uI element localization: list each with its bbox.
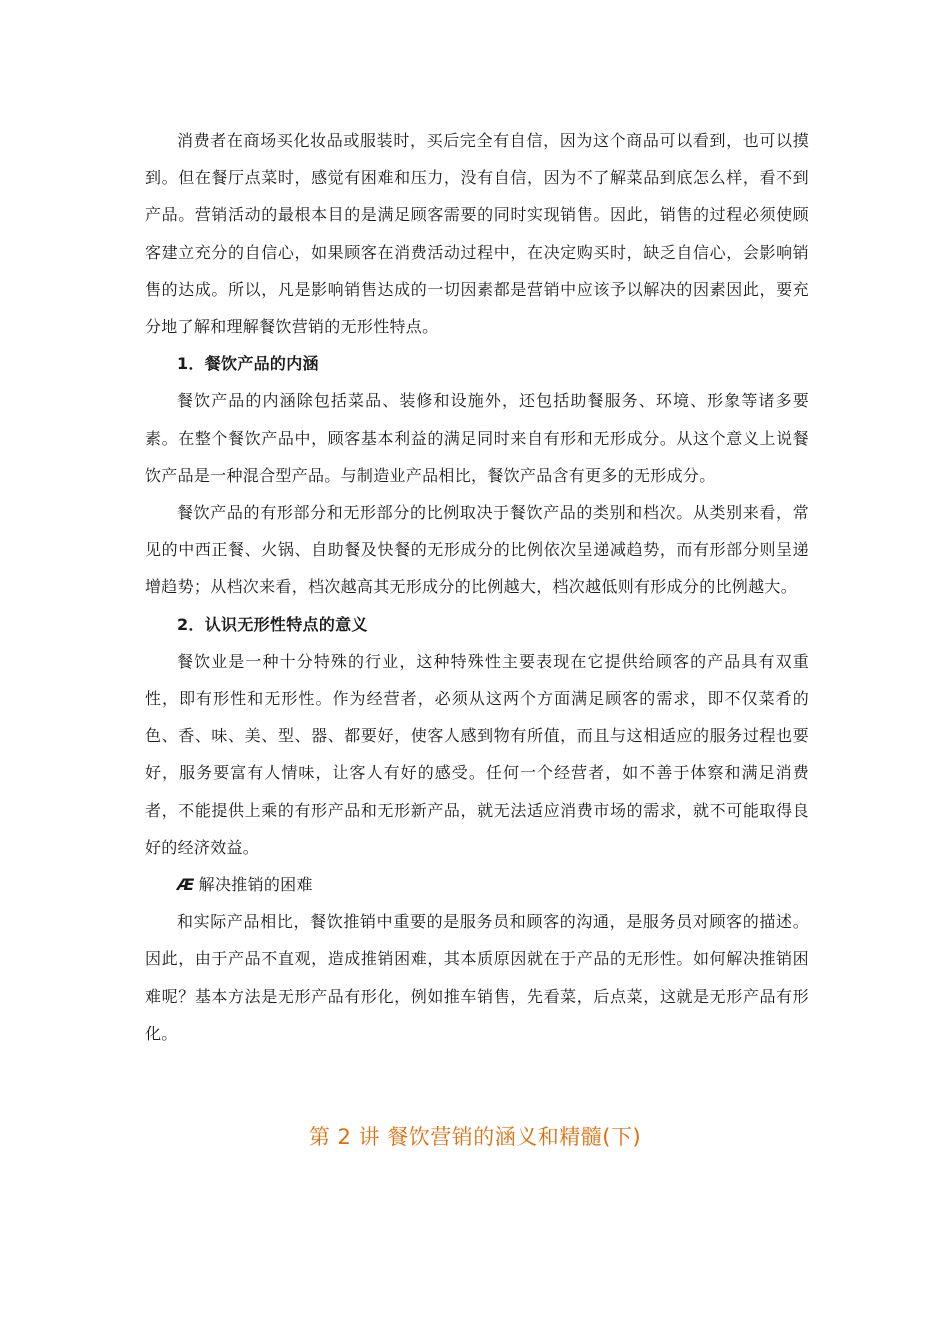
intro-paragraph: 消费者在商场买化妆品或服装时，买后完全有自信，因为这个商品可以看到，也可以摸到。但在餐厅点菜时，感觉有困难和压力，没有自信，因为不了解菜品到底怎么样，看不到产品。营销活动的最根本目的是满足顾客需要的同时实现销售。因此，销售的过程必须使顾客建立充分的自信心，如果顾客在消费活动过程中，在决定购买时，缺乏自信心，会影响销售的达成。所以，凡是影响销售达成的一切因素都是营销中应该予以解决的因素因此，要充分地了解和理解餐饮营销的无形性特点。: [145, 131, 809, 337]
section-2-heading: 2．认识无形性特点的意义: [177, 614, 368, 634]
document-body: [145, 122, 809, 1052]
bullet-marker-icon: Æ: [177, 875, 195, 895]
section-2-paragraph-1: 餐饮业是一种十分特殊的行业，这种特殊性主要表现在它提供给顾客的产品具有双重性，即有形性和无形性。作为经营者，必须从这两个方面满足顾客的需求，即不仅菜肴的色、香、味、美、型、器、都要好，使客人感到物有所值，而且与这相适应的服务过程也要好，服务要富有人情味，让客人有好的感受。任何一个经营者，如不善于体察和满足消费者，不能提供上乘的有形产品和无形新产品，就无法适应消费市场的需求，就不可能取得良好的经济效益。: [145, 651, 809, 857]
section-3-heading: [145, 866, 809, 903]
lecture-title: 第 2 讲 餐饮营销的涵义和精髓(下): [308, 1125, 642, 1149]
section-1-paragraph-1: 餐饮产品的内涵除包括菜品、装修和设施外，还包括助餐服务、环境、形象等诸多要素。在整个餐饮产品中，顾客基本利益的满足同时来自有形和无形成分。从这个意义上说餐饮产品是一种混合型产品。与制造业产品相比，餐饮产品含有更多的无形成分。: [145, 391, 809, 485]
section-3-heading-text: 解决推销的困难: [198, 875, 313, 895]
section-1-heading: 1．餐饮产品的内涵: [177, 354, 319, 374]
section-3-paragraph-1: 和实际产品相比，餐饮推销中重要的是服务员和顾客的沟通，是服务员对顾客的描述。因此，由于产品不直观，造成推销困难，其本质原因就在于产品的无形性。如何解决推销困难呢？基本方法是无形产品有形化，例如推车销售，先看菜，后点菜，这就是无形产品有形化。: [145, 912, 809, 1043]
section-1-paragraph-2: 餐饮产品的有形部分和无形部分的比例取决于餐饮产品的类别和档次。从类别来看，常见的中西正餐、火锅、自助餐及快餐的无形成分的比例依次呈递减趋势，而有形部分则呈递增趋势；从档次来看，档次越高其无形成分的比例越大，档次越低则有形成分的比例越大。: [145, 503, 809, 597]
